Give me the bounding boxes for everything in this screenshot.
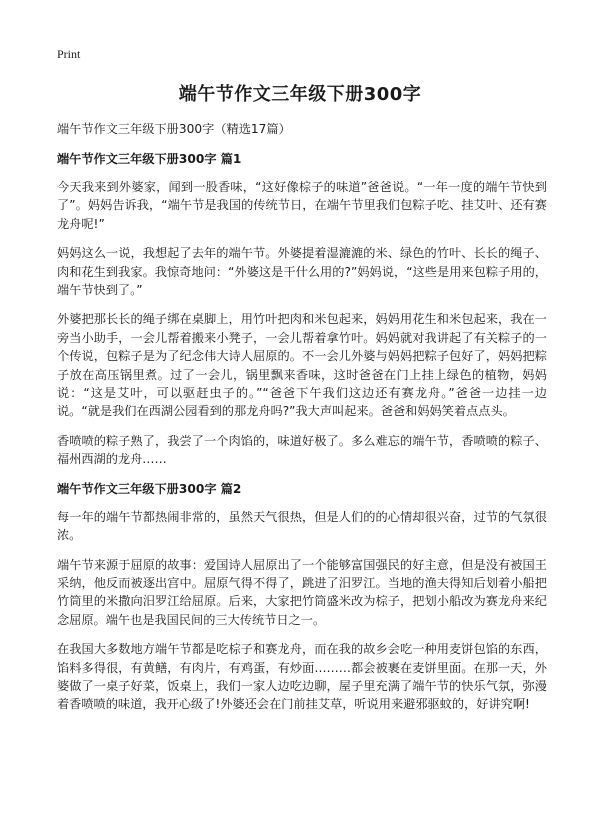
essay-section-1	[57, 150, 547, 469]
paragraph: 今天我来到外婆家，闻到一股香味，“这好像棕子的味道”爸爸说。“一年一度的端午节快到了”。妈妈告诉我，“端午节是我国的传统节日，在端午节里我们包粽子吃、挂艾叶、还有赛龙舟呢!”	[57, 180, 547, 231]
page-title: 端午节作文三年级下册300字	[178, 84, 422, 105]
paragraph: 外婆把那长长的绳子绑在桌脚上，用竹叶把肉和米包起来，妈妈用花生和米包起来，我在一旁当小助手，一会儿帮着搬来小凳子，一会儿帮着拿竹叶。妈妈就对我讲起了有关粽子的一个传说，包粽子是为了纪念伟大诗人屈原的。不一会儿外婆与妈妈把粽子包好了，妈妈把粽子放在高压锅里煮。过了一会儿，锅里飘来香味，这时爸爸在门上挂上绿色的植物，妈妈说：“这是艾叶，可以驱赶虫子的。”“爸爸下午我们这边还有赛龙舟。”爸爸一边挂一边说。“就是我们在西湖公园看到的那龙舟吗?”我大声叫起来。爸爸和妈妈笑着点点头。	[57, 312, 547, 419]
essay-section-2	[57, 480, 547, 714]
paragraph: 每一年的端午节都热闹非常的，虽然天气很热，但是人们的的心情却很兴奋，过节的气氛很浓。	[57, 509, 547, 543]
paragraph: 端午节来源于屈原的故事：爱国诗人屈原出了一个能够富国强民的好主意，但是没有被国王采纳，他反而被逐出宫中。屈原气得不得了，跳进了汨罗江。当地的渔夫得知后划着小船把竹筒里的米撒向汨罗江给屈原。后来，大家把竹筒盛米改为棕子，把划小船改为赛龙舟来纪念屈原。端午也是我国民间的三大传统节日之一。	[57, 557, 547, 627]
section-heading: 端午节作文三年级下册300字 篇2	[57, 481, 242, 496]
paragraph: 妈妈这么一说，我想起了去年的端午节。外婆提着湿漉漉的米、绿色的竹叶、长长的绳子、肉和花生到我家。我惊奇地问：“外婆这是干什么用的?”妈妈说，“这些是用来包粽子用的，端午节快到了。”	[57, 246, 547, 298]
print-link[interactable]: Print	[57, 47, 81, 61]
page-subtitle: 端午节作文三年级下册300字（精选17篇）	[57, 122, 291, 136]
paragraph: 在我国大多数地方端午节都是吃棕子和赛龙舟，而在我的故乡会吃一种用麦饼包馅的东西，馅料多得很，有黄鳝，有肉片，有鸡蛋，有炒面………都会被裹在麦饼里面。在那一天，外婆做了一桌子好菜，饭桌上，我们一家人边吃边聊，屋子里充满了端午节的快乐气氛，弥漫着香喷喷的味道，我开心级了!外婆还会在门前挂艾草，听说用来避邪驱蚊的，好讲究啊!	[57, 642, 547, 712]
section-heading: 端午节作文三年级下册300字 篇1	[57, 152, 242, 166]
article-content	[57, 150, 547, 725]
paragraph: 香喷喷的粽子熟了，我尝了一个肉馅的，味道好极了。多么难忘的端午节，香喷喷的粽子、福州西湖的龙舟……	[57, 433, 547, 467]
